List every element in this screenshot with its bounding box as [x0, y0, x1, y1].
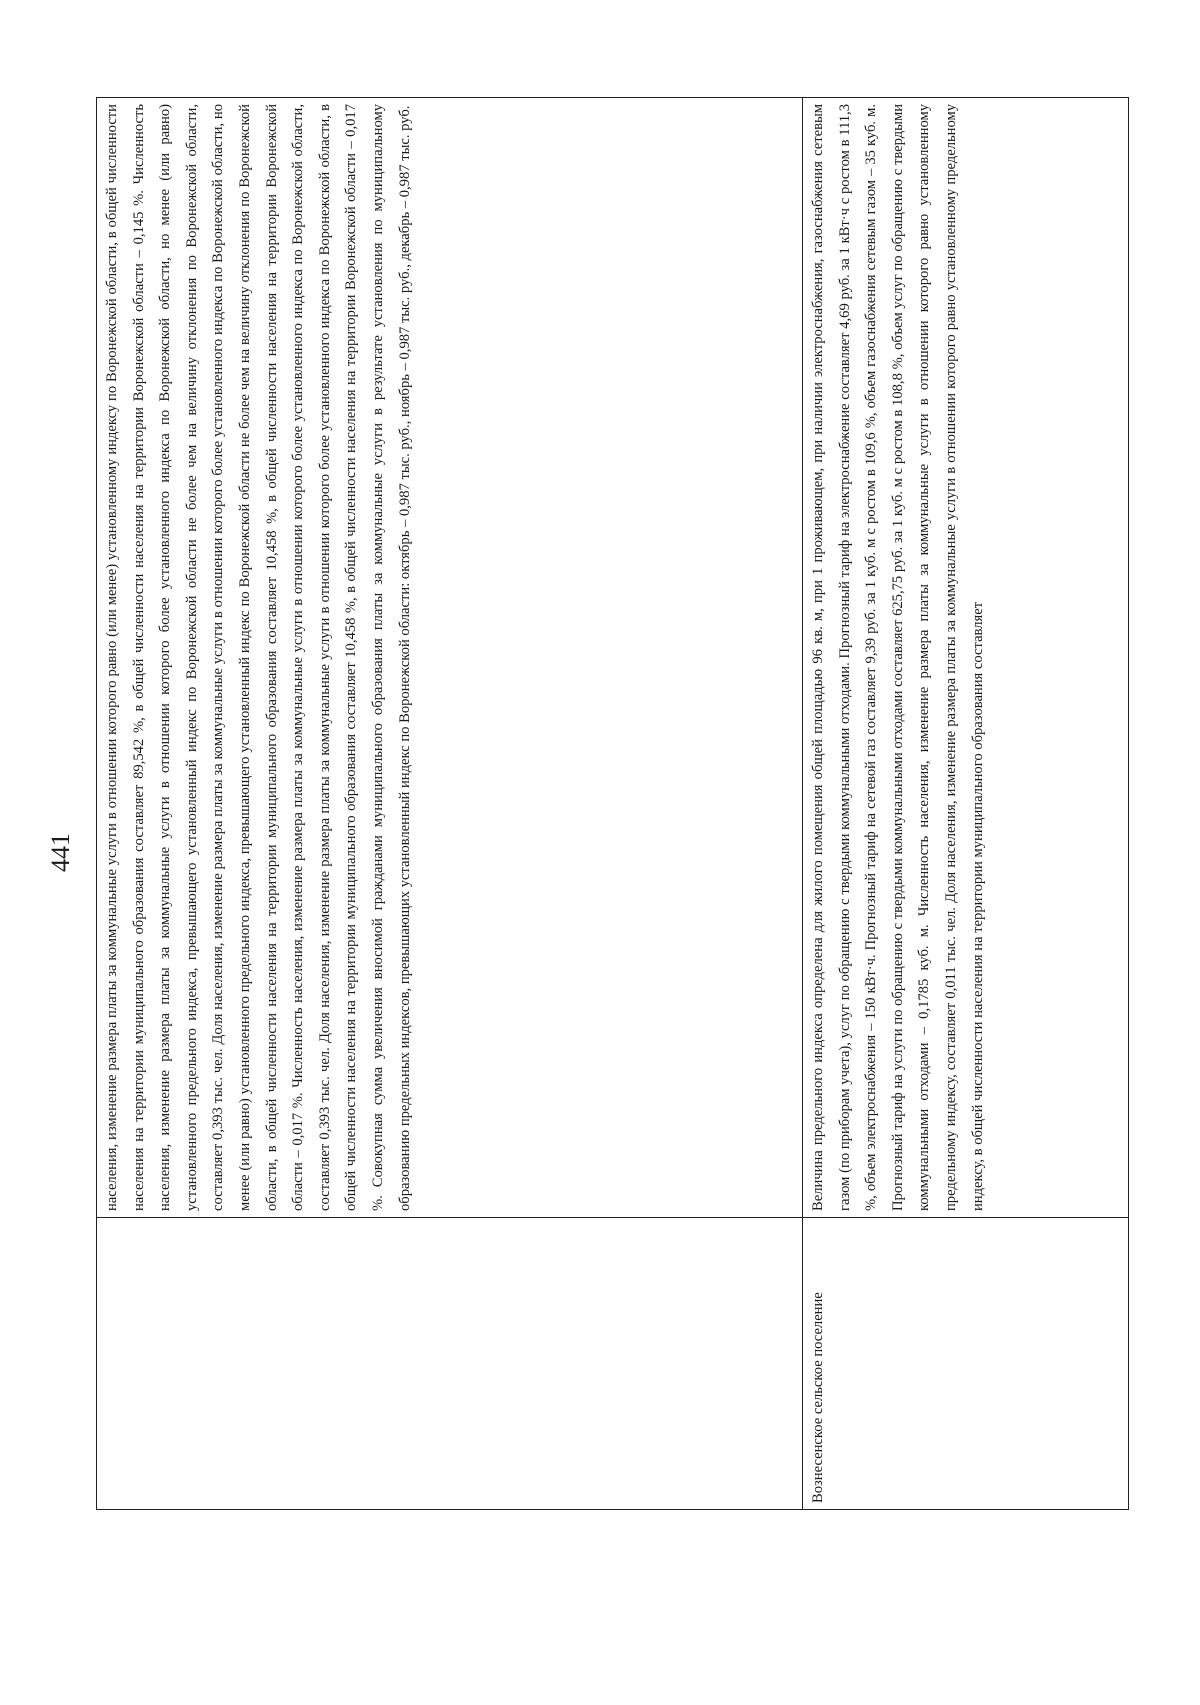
description-cell: [803, 98, 1129, 1218]
page-number: 441: [46, 833, 75, 872]
description-cell: [97, 98, 803, 1218]
tariff-index-table: [96, 97, 1129, 1510]
table-row: [803, 98, 1129, 1510]
settlement-name: Вознесенское сельское поселение: [810, 1292, 826, 1503]
settlement-name-cell: [803, 1218, 1129, 1510]
rotated-page: [18, 0, 1200, 1705]
description-text: населения, изменение размера платы за коммунальные услуги в отношении которого равно (или менее) установленному индексу по Воронежской области, в общей численности населения на территории муниципального образования составляет 89,542 %, в общей численности населения на территории Воронежской области – 0,145 %. Численность населения, изменение размера платы за коммунальные услуги в отношении которого более установленного индекса по Воронежской области, но менее (или равно) установленного предельного индекса, превышающего установленный индекс по Воронежской области не более чем на величину отклонения по Воронежской области, составляет 0,393 тыс. чел. Доля населения, изменение размера платы за коммунальные услуги в отношении которого более установленного индекса по Воронежской области, но менее (или равно) установленного предельного индекса, превышающего установленный индекс по Воронежской области не более чем на величину отклонения по Воронежской области, в общей численности населения на территории муниципального образования составляет 10,458 %, в общей численности населения на территории Воронежской области – 0,017 %. Численность населения, изменение размера платы за коммунальные услуги в отношении которого более установленного индекса по Воронежской области, составляет 0,393 тыс. чел. Доля населения, изменение размера платы за коммунальные услуги в отношении которого более установленного индекса по Воронежской области, в общей численности населения на территории муниципального образования составляет 10,458 %, в общей численности населения на территории Воронежской области – 0,017 %. Совокупная сумма увеличения вносимой гражданами муниципального образования платы за коммунальные услуги в результате установления по муниципальному образованию предельных индексов, превышающих установленный индекс по Воронежской области: октябрь – 0,987 тыс. руб., ноябрь – 0,987 тыс. руб., декабрь – 0,987 тыс. руб.: [104, 104, 413, 1211]
description-text: Величина предельного индекса определена для жилого помещения общей площадью 96 кв. м, при 1 проживающем, при наличии электроснабжения, газоснабжения сетевым газом (по приборам учета), услуг по обращению с твердыми коммунальными отходами. Прогнозный тариф на электроснабжение составляет 4,69 руб. за 1 кВт·ч с ростом в 111,3 %, объем электроснабжения – 150 кВт·ч. Прогнозный тариф на сетевой газ составляет 9,39 руб. за 1 куб. м с ростом в 109,6 %, объем газоснабжения сетевым газом – 35 куб. м. Прогнозный тариф на услуги по обращению с твердыми коммунальными отходами составляет 625,75 руб. за 1 куб. м с ростом в 108,8 %, объем услуг по обращению с твердыми коммунальными отходами – 0,1785 куб. м. Численность населения, изменение размера платы за коммунальные услуги в отношении которого равно установленному предельному индексу, составляет 0,011 тыс. чел. Доля населения, изменение размера платы за коммунальные услуги в отношении которого равно установленному предельному индексу, в общей численности населения на территории муниципального образования составляет: [810, 104, 986, 1211]
table-row: [97, 98, 803, 1510]
settlement-name-cell: [97, 1218, 803, 1510]
